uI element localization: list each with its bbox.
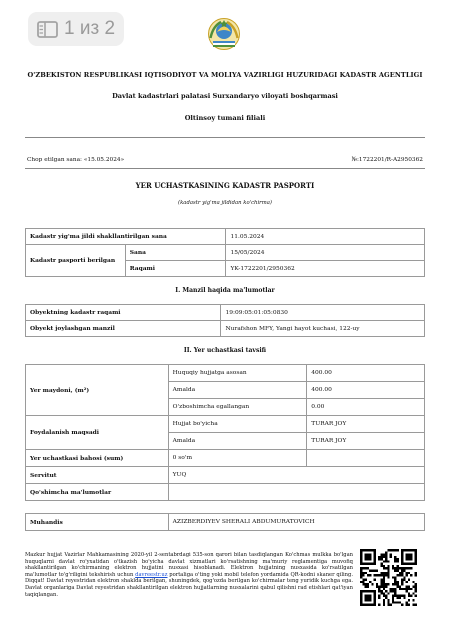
branch-title: Oltinsoy tumani filiali xyxy=(184,114,266,122)
department-title: Davlat kadastrlari palatasi Surxandaryo viloyati boshqarmasi xyxy=(112,92,338,100)
qr-code[interactable] xyxy=(360,549,417,606)
issue-date-value: 15/05/2024 xyxy=(226,245,425,261)
formed-date-label: Kadastr yig'ma jildi shakllantirilgan sana xyxy=(26,229,226,245)
area-label: Yer maydoni, (m²) xyxy=(26,365,169,416)
area-row-label: O'zboshimcha egallangan xyxy=(168,399,307,416)
document-subtitle: (kadastr yig'ma jildidan ko'chirma) xyxy=(178,200,272,206)
issue-number-value: YK-1722201/2950362 xyxy=(226,261,425,277)
valuation-value: 0 so'm xyxy=(168,450,307,467)
area-row-label: Amalda xyxy=(168,382,307,399)
easement-value: YUQ xyxy=(168,467,424,484)
document-title: YER UCHASTKASINING KADASTR PASPORTI xyxy=(135,181,315,190)
cadastral-number-label: Obyektning kadastr raqami xyxy=(26,305,221,321)
purpose-row-value: TURAR JOY xyxy=(307,433,425,450)
purpose-row-label: Hujjat bo'yicha xyxy=(168,416,307,433)
issue-date-label: Sana xyxy=(125,245,226,261)
address-table xyxy=(25,304,425,337)
area-row-value: 0.00 xyxy=(307,399,425,416)
extra-info-value xyxy=(168,484,424,501)
page-layout-icon xyxy=(37,21,58,38)
agency-title: O'ZBEKISTON RESPUBLIKASI IQTISODIYOT VA MOLIYA VAZIRLIGI HUZURIDAGI KADASTR AGENTLIGI xyxy=(27,71,423,79)
cadastral-number-value: 19:09:05:01:05:0830 xyxy=(221,305,425,321)
engineer-label: Muhandis xyxy=(26,514,169,531)
land-table xyxy=(25,364,425,501)
legal-notice-text: portaliga o'ting yoki mobil telefon yordamida QR-kodni skaner qiling. Diqqat! Davlat reyestridan elektron shaklda berilgan, shuningdek, qog'ozda berilgan ko'chirmalar teng yuridik kuchga ega. Davlat organlariga Davlat reyestridan shakllantirilgan elektron hujjatlarning nusxalarini qabul qilishni rad etishlari qat'iyan taqiqlangan. xyxy=(25,571,353,598)
valuation-empty xyxy=(307,450,425,467)
valuation-label: Yer uchastkasi bahosi (sum) xyxy=(26,450,169,467)
location-label: Obyekt joylashgan manzil xyxy=(26,321,221,337)
engineer-name: AZIZBERDIYEV SHERALI ABDUMURATOVICH xyxy=(168,514,424,531)
location-value: Nurafshon MFY, Yangi hayot kuchasi, 122-uy xyxy=(221,321,425,337)
legal-notice xyxy=(25,552,353,598)
extra-info-label: Qo'shimcha ma'lumotlar xyxy=(26,484,169,501)
section-heading-land: II. Yer uchastkasi tavsifi xyxy=(183,347,267,354)
page-indicator-label: 1 из 2 xyxy=(64,18,116,39)
area-row-value: 400.00 xyxy=(307,365,425,382)
purpose-row-label: Amalda xyxy=(168,433,307,450)
section-heading-address: I. Manzil haqida ma'lumotlar xyxy=(175,287,275,294)
davreestr-link[interactable]: davreestr.uz xyxy=(135,571,168,578)
legal-notice-text: Mazkur hujjat Vazirlar Mahkamasining 2020-yil 2-sentabrdagi 535-son qarori bilan tasdiqlangan Ko'chmas mulkka bo'lgan huquqlarni davlat ro'yxatidan o'tkazish bo'yicha davlat xizmatlari ko'rsatishning ma'muriy reglamentiga muvofiq shakllantirilgan ko'chirmaning elektron hujjatini nusxasi hisoblanadi. Elektron hujjatning nusxasida ko'rsatilgan ma'lumotlar to'g'riligini tekshirish uchun xyxy=(25,552,353,578)
area-row-value: 400.00 xyxy=(307,382,425,399)
registration-table xyxy=(25,228,425,277)
engineer-table xyxy=(25,513,425,531)
easement-label: Servitut xyxy=(26,467,169,484)
state-emblem-icon xyxy=(207,17,241,51)
document-number: №:1722201/R-A2950362 xyxy=(351,157,423,163)
printed-date: Chop etilgan sana: «15.05.2024» xyxy=(27,157,125,163)
purpose-label: Foydalanish maqsadi xyxy=(26,416,169,450)
page-indicator[interactable] xyxy=(28,12,124,46)
issued-label: Kadastr pasporti berilgan xyxy=(26,245,126,277)
formed-date-value: 11.05.2024 xyxy=(226,229,425,245)
divider xyxy=(25,168,425,169)
issue-number-label: Raqami xyxy=(125,261,226,277)
divider xyxy=(25,137,425,138)
purpose-row-value: TURAR JOY xyxy=(307,416,425,433)
area-row-label: Huquqiy hujjatga asosan xyxy=(168,365,307,382)
